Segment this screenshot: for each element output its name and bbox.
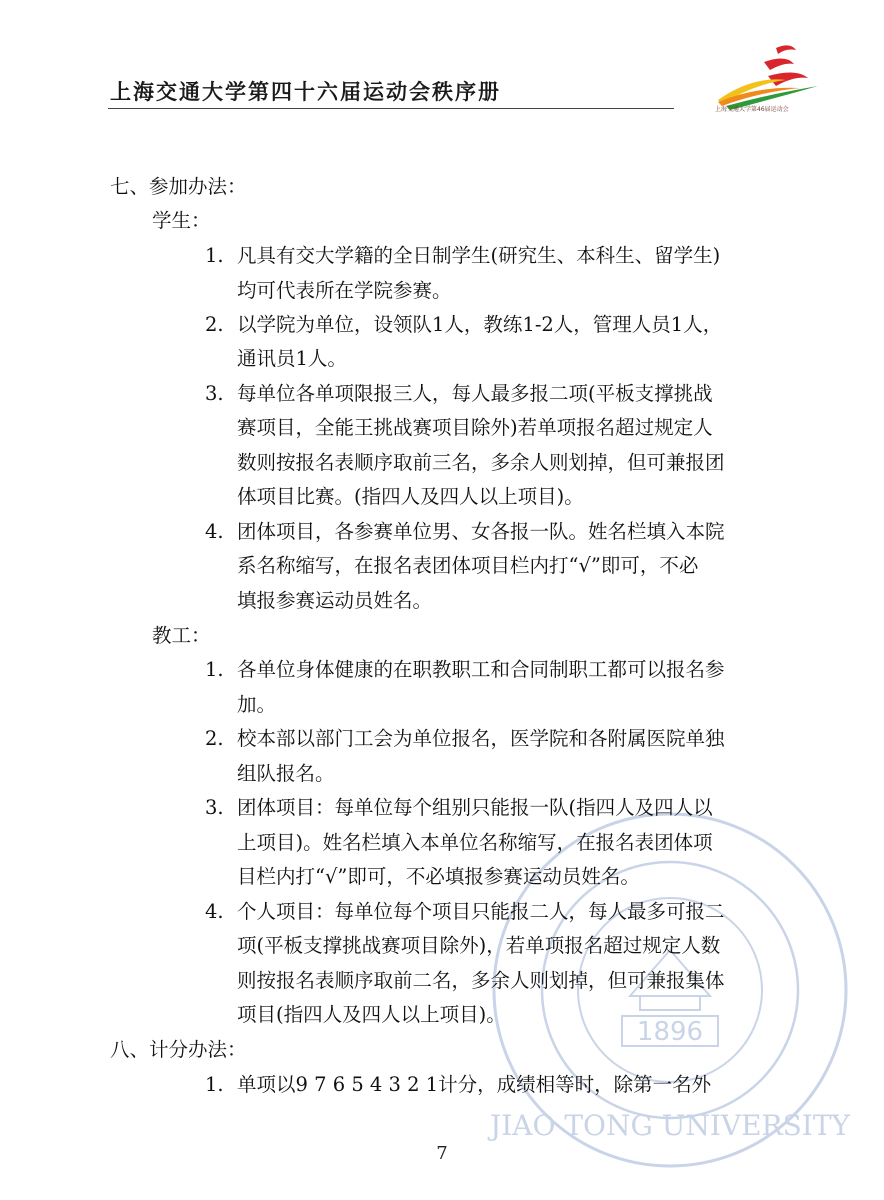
item-text-line: 每单位各单项限报三人，每人最多报二项(平板支撑挑战	[237, 382, 713, 405]
item-number: 2.	[205, 727, 224, 750]
item-text-line: 目栏内打“√”即可，不必填报参赛运动员姓名。	[237, 865, 640, 888]
item-text-line: 以学院为单位，设领队1人，教练1-2人，管理人员1人，	[237, 313, 723, 336]
item-text-line: 团体项目，各参赛单位男、女各报一队。姓名栏填入本院	[237, 520, 725, 543]
item-text-line: 各单位身体健康的在职教职工和合同制职工都可以报名参	[237, 658, 725, 681]
item-number: 4.	[205, 900, 224, 923]
item-text-line: 组队报名。	[237, 762, 335, 785]
item-text-line: 项(平板支撑挑战赛项目除外)，若单项报名超过规定人数	[237, 934, 721, 957]
item-text-line: 项目(指四人及四人以上项目)。	[237, 1003, 506, 1026]
logo-caption: 上海交通大学第46届运动会	[715, 106, 789, 113]
subheading-students: 学生：	[152, 209, 211, 232]
item-text-line: 单项以9 7 6 5 4 3 2 1计分，成绩相等时，除第一名外	[237, 1073, 712, 1096]
page-number: 7	[436, 1143, 448, 1164]
item-text-line: 赛项目，全能王挑战赛项目除外)若单项报名超过规定人	[237, 416, 713, 439]
item-text-line: 上项目)。姓名栏填入本单位名称缩写，在报名表团体项	[237, 831, 713, 854]
item-number: 3.	[205, 796, 224, 819]
svg-text:1896: 1896	[636, 1017, 704, 1047]
section-heading-scoring: 八、计分办法：	[110, 1038, 247, 1061]
header-rule	[108, 108, 674, 109]
item-number: 3.	[205, 382, 224, 405]
item-text-line: 填报参赛运动员姓名。	[237, 589, 433, 612]
item-number: 1.	[205, 658, 224, 681]
item-text-line: 数则按报名表顺序取前三名，多余人则划掉，但可兼报团	[237, 451, 725, 474]
item-number: 1.	[205, 1073, 224, 1096]
item-text-line: 均可代表所在学院参赛。	[237, 279, 452, 302]
item-number: 4.	[205, 520, 224, 543]
item-text-line: 团体项目：每单位每个组别只能报一队(指四人及四人以	[237, 796, 713, 819]
item-text-line: 则按报名表顺序取前二名，多余人则划掉，但可兼报集体	[237, 969, 725, 992]
item-text-line: 系名称缩写，在报名表团体项目栏内打“√”即可，不必	[237, 554, 699, 577]
svg-text:JIAO TONG UNIVERSITY: JIAO TONG UNIVERSITY	[489, 1109, 851, 1142]
subheading-staff: 教工：	[152, 624, 211, 647]
item-number: 2.	[205, 313, 224, 336]
section-heading-participation: 七、参加办法：	[110, 175, 247, 198]
item-text-line: 加。	[237, 693, 277, 716]
item-text-line: 校本部以部门工会为单位报名，医学院和各附属医院单独	[237, 727, 725, 750]
item-text-line: 个人项目：每单位每个项目只能报二人，每人最多可报二	[237, 900, 725, 923]
header-title: 上海交通大学第四十六届运动会秩序册	[110, 79, 501, 104]
item-text-line: 通讯员1人。	[237, 347, 347, 370]
item-text-line: 凡具有交大学籍的全日制学生(研究生、本科生、留学生)	[237, 244, 721, 267]
item-number: 1.	[205, 244, 224, 267]
item-text-line: 体项目比赛。(指四人及四人以上项目)。	[237, 485, 584, 508]
